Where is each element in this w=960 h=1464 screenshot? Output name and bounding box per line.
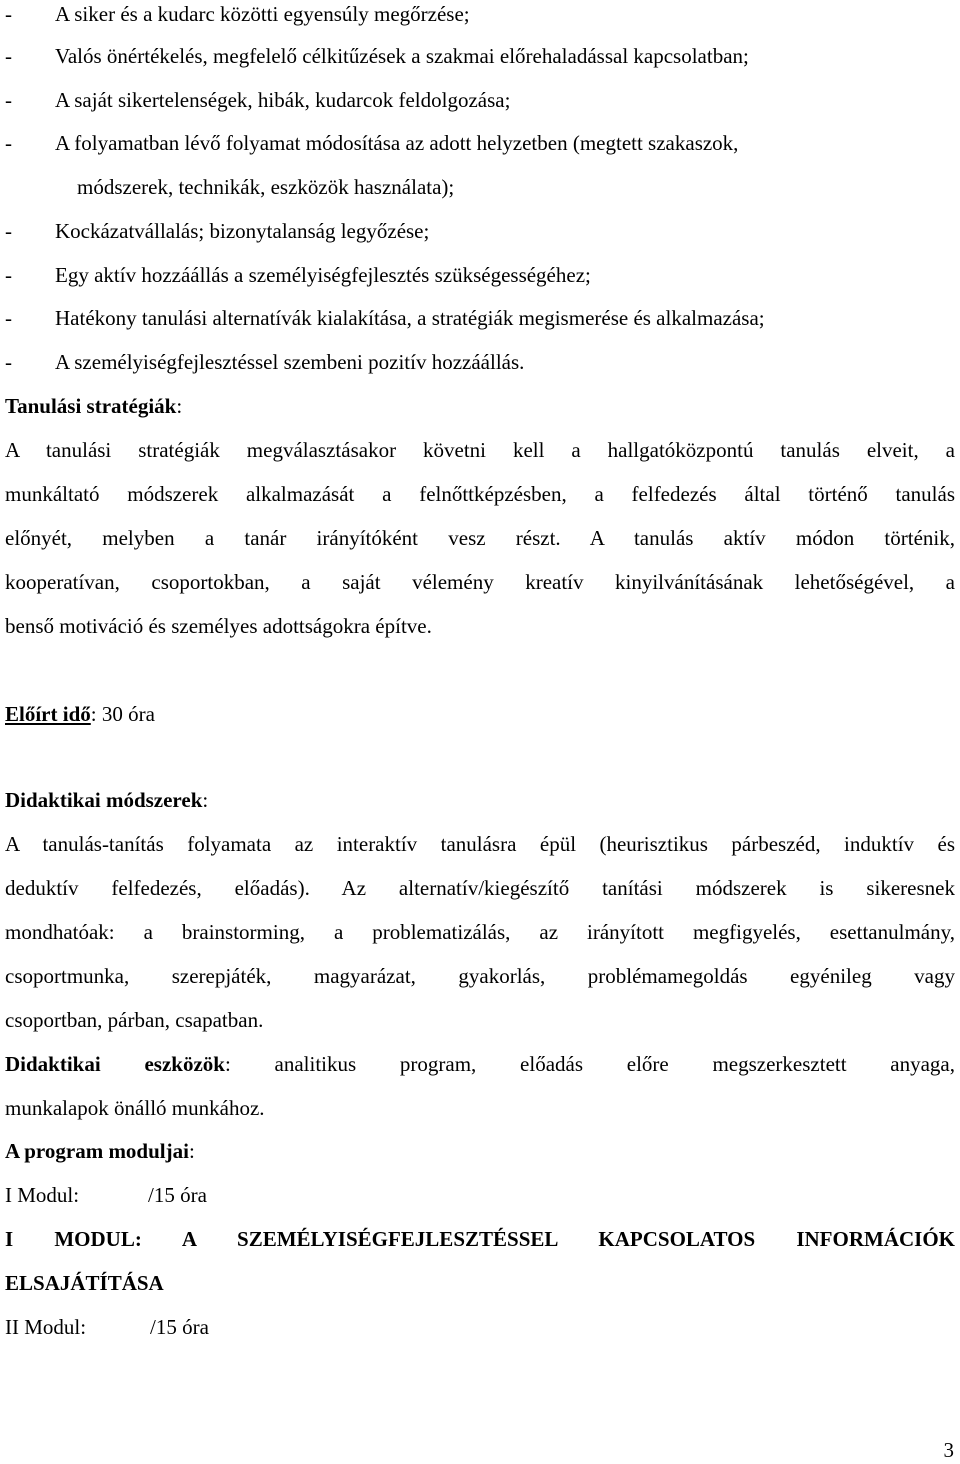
bullet-dash: - bbox=[5, 306, 12, 330]
bullet-dash: - bbox=[5, 88, 12, 112]
list-item-text: Hatékony tanulási alternatívák kialakítása, a stratégiák megismerése és alkalmazása; bbox=[55, 306, 765, 330]
paragraph-line: deduktív felfedezés, előadás). Az alternatív/kiegészítő tanítási módszerek is sikeresnek bbox=[5, 876, 955, 900]
paragraph-line: mondhatóak: a brainstorming, a problematizálás, az irányított megfigyelés, esettanulmány, bbox=[5, 920, 955, 944]
list-item-text: A személyiségfejlesztéssel szembeni pozitív hozzáállás. bbox=[55, 350, 525, 374]
bullet-dash: - bbox=[5, 219, 12, 243]
section-heading-tanulasi bbox=[5, 392, 955, 420]
required-time-value: : 30 óra bbox=[90, 702, 155, 726]
module-title-line: ELSAJÁTÍTÁSA bbox=[5, 1271, 164, 1295]
module-row bbox=[5, 1181, 207, 1209]
paragraph-line: csoportban, párban, csapatban. bbox=[5, 1008, 264, 1032]
paragraph-line: munkalapok önálló munkához. bbox=[5, 1096, 265, 1120]
bullet-dash: - bbox=[5, 350, 12, 374]
list-item-text: Egy aktív hozzáállás a személyiségfejlesztés szükségességéhez; bbox=[55, 263, 591, 287]
list-item-text: A saját sikertelenségek, hibák, kudarcok feldolgozása; bbox=[55, 88, 511, 112]
module-row bbox=[5, 1313, 209, 1341]
list-item-text: A folyamatban lévő folyamat módosítása az adott helyzetben (megtett szakaszok, bbox=[55, 131, 739, 155]
paragraph-line: benső motiváció és személyes adottságokra építve. bbox=[5, 614, 432, 638]
required-time-label: Előírt idő bbox=[5, 702, 91, 726]
list-item-text: Kockázatvállalás; bizonytalanság legyőzése; bbox=[55, 219, 430, 243]
module-title-line: I MODUL: A SZEMÉLYISÉGFEJLESZTÉSSEL KAPCSOLATOS INFORMÁCIÓK bbox=[5, 1227, 955, 1251]
section-heading-program bbox=[5, 1137, 955, 1165]
didaktikai-eszkozok-line bbox=[5, 1050, 955, 1078]
eszkozok-label-2: eszközök bbox=[144, 1052, 225, 1076]
bullet-dash: - bbox=[5, 263, 12, 287]
page-number: 3 bbox=[943, 1438, 954, 1462]
module-hours: /15 óra bbox=[150, 1315, 209, 1339]
section-heading-didaktikai-modszerek bbox=[5, 786, 955, 814]
eszkozok-text: : analitikus program, előadás előre megszerkesztett anyaga, bbox=[224, 1052, 956, 1076]
heading-text: Tanulási stratégiák bbox=[5, 394, 177, 418]
bullet-dash: - bbox=[5, 44, 12, 68]
heading-colon: : bbox=[188, 1139, 195, 1163]
heading-colon: : bbox=[176, 394, 183, 418]
list-item-text: módszerek, technikák, eszközök használata); bbox=[77, 175, 455, 199]
heading-text: A program moduljai bbox=[5, 1139, 189, 1163]
bullet-dash: - bbox=[5, 131, 12, 155]
heading-colon: : bbox=[202, 788, 209, 812]
paragraph-line: előnyét, melyben a tanár irányítóként vesz részt. A tanulás aktív módon történik, bbox=[5, 526, 955, 550]
paragraph-line: munkáltató módszerek alkalmazását a felnőttképzésben, a felfedezés által történő tanulás bbox=[5, 482, 955, 506]
paragraph-line: A tanulás-tanítás folyamata az interaktív tanulásra épül (heurisztikus párbeszéd, induktív és bbox=[5, 832, 955, 856]
module-name: II Modul: bbox=[5, 1315, 87, 1339]
paragraph-line: A tanulási stratégiák megválasztásakor követni kell a hallgatóközpontú tanulás elveit, a bbox=[5, 438, 955, 462]
module-hours: /15 óra bbox=[148, 1183, 207, 1207]
bullet-dash: - bbox=[5, 2, 12, 26]
required-time bbox=[5, 700, 955, 728]
paragraph-line: csoportmunka, szerepjáték, magyarázat, gyakorlás, problémamegoldás egyénileg vagy bbox=[5, 964, 955, 988]
heading-text: Didaktikai módszerek bbox=[5, 788, 203, 812]
eszkozok-label-1: Didaktikai bbox=[5, 1052, 101, 1076]
list-item-text: A siker és a kudarc közötti egyensúly megőrzése; bbox=[55, 2, 470, 26]
module-name: I Modul: bbox=[5, 1183, 80, 1207]
list-item-text: Valós önértékelés, megfelelő célkitűzések a szakmai előrehaladással kapcsolatban; bbox=[55, 44, 749, 68]
paragraph-line: kooperatívan, csoportokban, a saját vélemény kreatív kinyilvánításának lehetőségével, a bbox=[5, 570, 955, 594]
